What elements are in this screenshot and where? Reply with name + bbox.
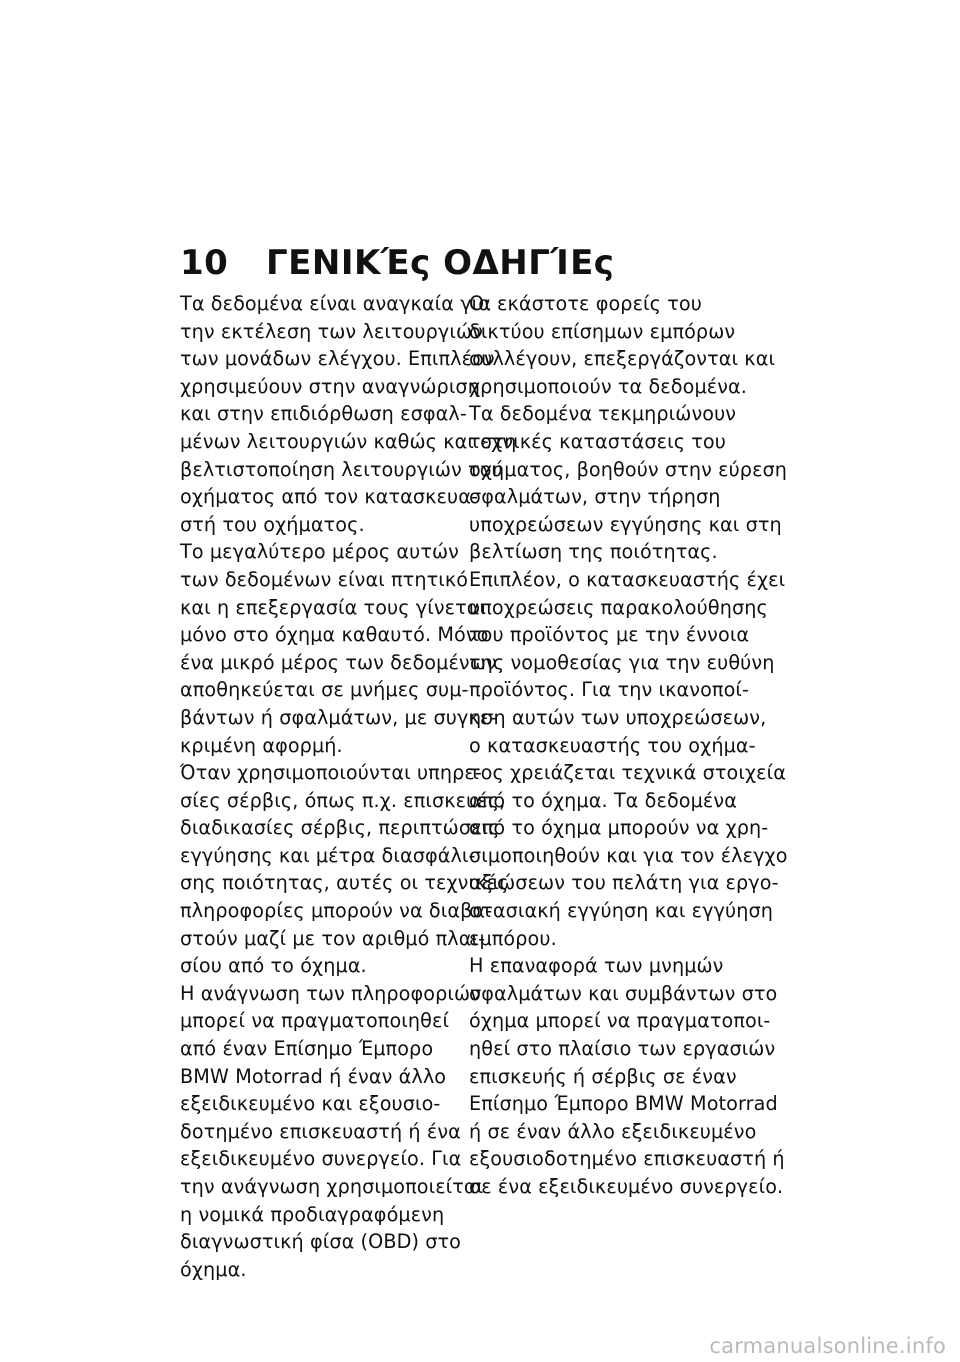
text-line: όχημα μπορεί να πραγματοποι-: [469, 1009, 771, 1033]
text-line: από έναν Επίσημο Έμπορο: [180, 1037, 434, 1061]
text-line: ο κατασκευαστής του οχήμα-: [469, 733, 756, 757]
text-line: στούν μαζί με τον αριθμό πλαι-: [180, 926, 486, 950]
text-line: σίου από το όχημα.: [180, 954, 367, 978]
right-text-column: [469, 290, 788, 1201]
text-line: χρησιμοποιούν τα δεδομένα.: [469, 374, 747, 398]
text-line: Οι εκάστοτε φορείς του: [469, 292, 702, 315]
text-line: μπορεί να πραγματοποιηθεί: [180, 1009, 450, 1033]
text-line: Επιπλέον, ο κατασκευαστής έχει: [469, 567, 786, 591]
text-line: προϊόντος. Για την ικανοποί-: [469, 678, 750, 702]
text-line: σης ποιότητας, αυτές οι τεχνικές: [180, 871, 509, 895]
text-line: συλλέγουν, επεξεργάζονται και: [469, 347, 776, 371]
text-line: των δεδομένων είναι πτητικό: [180, 567, 469, 591]
text-line: ένα μικρό μέρος των δεδομένων: [180, 650, 497, 674]
text-line: εμπόρου.: [469, 926, 557, 950]
page-number: 10: [180, 243, 229, 283]
text-line: σφαλμάτων, στην τήρηση: [469, 485, 721, 509]
text-line: και η επεξεργασία τους γίνεται: [180, 595, 487, 619]
text-line: και στην επιδιόρθωση εσφαλ-: [180, 402, 467, 426]
text-line: οχήματος από τον κατασκευα-: [180, 485, 479, 509]
text-line: βελτίωση της ποιότητας.: [469, 540, 718, 564]
text-line: βελτιστοποίηση λειτουργιών του: [180, 457, 503, 481]
text-line: ηθεί στο πλαίσιο των εργασιών: [469, 1037, 776, 1061]
text-line: πληροφορίες μπορούν να διαβα-: [180, 899, 493, 923]
text-line: τεχνικές καταστάσεις του: [469, 429, 726, 453]
text-line: ή σε έναν άλλο εξειδικευμένο: [469, 1119, 757, 1143]
text-line: Όταν χρησιμοποιούνται υπηρε-: [180, 761, 482, 785]
text-line: των μονάδων ελέγχου. Επιπλέον: [180, 347, 495, 371]
text-line: σε ένα εξειδικευμένο συνεργείο.: [469, 1175, 784, 1198]
text-line: υποχρεώσεις παρακολούθησης: [469, 595, 768, 619]
text-line: την ανάγνωση χρησιμοποιείται: [180, 1175, 484, 1198]
text-line: βάντων ή σφαλμάτων, με συγκε-: [180, 705, 498, 729]
text-line: χρησιμεύουν στην αναγνώριση: [180, 374, 480, 398]
chapter-title: ΓΕΝΙΚΈς ΟΔΗΓΊΕς: [266, 243, 615, 283]
text-line: μένων λειτουργιών καθώς και στη: [180, 429, 517, 453]
text-line: διαδικασίες σέρβις, περιπτώσεις: [180, 816, 500, 840]
text-line: του προϊόντος με την έννοια: [469, 623, 750, 647]
text-line: σιμοποιηθούν και για τον έλεγχο: [469, 843, 788, 867]
text-line: αποθηκεύεται σε μνήμες συμ-: [180, 678, 469, 702]
text-line: Τα δεδομένα είναι αναγκαία για: [180, 292, 491, 315]
text-line: Τα δεδομένα τεκμηριώνουν: [469, 402, 737, 426]
text-line: εξουσιοδοτημένο επισκευαστή ή: [469, 1147, 785, 1171]
text-line: BMW Motorrad ή έναν άλλο: [180, 1064, 447, 1088]
text-line: στασιακή εγγύηση και εγγύηση: [469, 899, 774, 923]
text-line: τος χρειάζεται τεχνικά στοιχεία: [469, 761, 786, 785]
text-line: Επίσημο Έμπορο BMW Motorrad: [469, 1092, 778, 1116]
text-line: η νομικά προδιαγραφόμενη: [180, 1202, 445, 1226]
watermark: carmanualsonline.info: [709, 1334, 946, 1358]
text-line: σφαλμάτων και συμβάντων στο: [469, 981, 778, 1005]
text-line: εξειδικευμένο και εξουσιο-: [180, 1092, 441, 1116]
text-line: διαγνωστική φίσα (OBD) στο: [180, 1230, 462, 1254]
text-line: Η ανάγνωση των πληροφοριών: [180, 981, 481, 1005]
text-line: στή του οχήματος.: [180, 512, 365, 536]
text-line: ηση αυτών των υποχρεώσεων,: [469, 705, 767, 729]
text-line: επισκευής ή σέρβις σε έναν: [469, 1064, 737, 1088]
text-line: αξιώσεων του πελάτη για εργο-: [469, 871, 779, 895]
page-header: [180, 238, 614, 288]
text-line: την εκτέλεση των λειτουργιών: [180, 319, 483, 343]
text-line: Το μεγαλύτερο μέρος αυτών: [180, 540, 459, 564]
text-line: δοτημένο επισκευαστή ή ένα: [180, 1119, 461, 1143]
text-line: από το όχημα. Τα δεδομένα: [469, 788, 737, 812]
text-line: σίες σέρβις, όπως π.χ. επισκευές,: [180, 788, 506, 812]
text-line: από το όχημα μπορούν να χρη-: [469, 816, 769, 840]
text-line: της νομοθεσίας για την ευθύνη: [469, 650, 775, 674]
text-line: εξειδικευμένο συνεργείο. Για: [180, 1147, 462, 1171]
text-line: εγγύησης και μέτρα διασφάλι-: [180, 843, 476, 867]
text-line: κριμένη αφορμή.: [180, 733, 343, 757]
text-line: δικτύου επίσημων εμπόρων: [469, 319, 736, 343]
text-line: οχήματος, βοηθούν στην εύρεση: [469, 457, 788, 481]
text-line: μόνο στο όχημα καθαυτό. Μόνο: [180, 623, 489, 647]
text-line: υποχρεώσεων εγγύησης και στη: [469, 512, 782, 536]
text-line: Η επαναφορά των μνημών: [469, 954, 724, 978]
text-line: όχημα.: [180, 1257, 247, 1281]
